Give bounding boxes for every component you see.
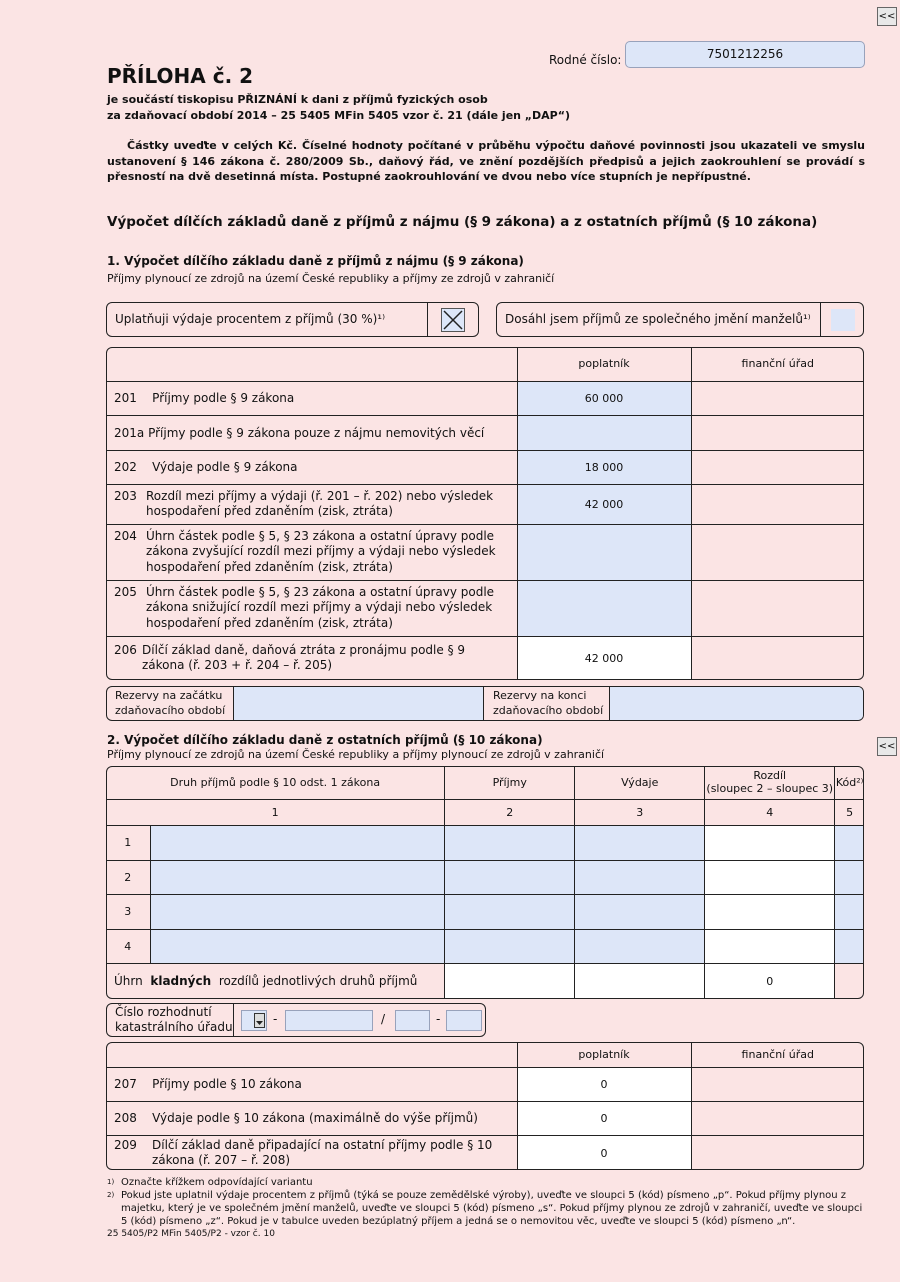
chevron-down-icon[interactable]: [254, 1013, 265, 1028]
row-207-payer: 0: [517, 1067, 691, 1101]
row-201a-office: [691, 415, 864, 450]
intro-text: Částky uveďte v celých Kč. Číselné hodnoty počítané v průběhu výpočtu daňové povinnosti jsou ukazateli ve smyslu ustanovení § 146 zákona č. 280/2009 Sb., daňový řád, ve znění pozdějších předpisů a jejich zaokrouhlení se provádí s přesností na dvě desetinná místa. Postupné zaokrouhlování ve dvou nebo více stupních je nepřípustné.: [107, 139, 865, 183]
row-201-label: 201 Příjmy podle § 9 zákona: [106, 381, 517, 415]
percent-expenses-checkbox[interactable]: [441, 308, 465, 332]
col-num-3: 3: [575, 799, 705, 825]
row-2-difference: [705, 860, 835, 894]
row-1-difference: [705, 825, 835, 860]
row-1-income[interactable]: [445, 825, 575, 860]
option-percent-expenses: [106, 302, 479, 337]
row-203-office: [691, 484, 864, 524]
checkbox-cross-icon: [442, 309, 464, 331]
row-1-expenses[interactable]: [575, 825, 705, 860]
reserves-start-field[interactable]: [233, 687, 484, 721]
footnote-1: Označte křížkem odpovídající variantu: [121, 1177, 313, 1188]
form-code: 25 5405/P2 MFin 5405/P2 - vzor č. 10: [107, 1229, 275, 1239]
col-code: Kód²⁾: [835, 766, 864, 799]
row-202-label: 202 Výdaje podle § 9 zákona: [106, 450, 517, 484]
col-header-office: finanční úřad: [691, 347, 864, 381]
row-203-payer[interactable]: 42 000: [517, 484, 691, 524]
section1-table: [106, 347, 864, 680]
reserves-end-field[interactable]: [609, 687, 864, 721]
option-joint-label: Dosáhl jsem příjmů ze společného jmění manželů¹⁾: [505, 312, 811, 326]
title-subline-1: je součástí tiskopisu PŘIZNÁNÍ k dani z příjmů fyzických osob: [107, 93, 488, 106]
col-income-type: Druh příjmů podle § 10 odst. 1 zákona: [106, 766, 445, 799]
collapse-button-top[interactable]: <<: [877, 7, 897, 26]
separator-slash: /: [381, 1012, 386, 1026]
row-204-label: 204 Úhrn částek podle § 5, § 23 zákona a ostatní úpravy podle zákona zvyšující rozdíl mezi příjmy a výdaji nebo výsledek hospodaření před zdaněním (zisk, ztráta): [106, 524, 517, 580]
page-title: PŘÍLOHA č. 2: [107, 64, 254, 88]
row-204-payer[interactable]: [517, 524, 691, 580]
col-income: Příjmy: [445, 766, 575, 799]
row-number: 2: [106, 860, 150, 894]
row-204-office: [691, 524, 864, 580]
row-4-income[interactable]: [445, 929, 575, 963]
row-209-label: 209 Dílčí základ daně připadající na ostatní příjmy podle § 10 zákona (ř. 207 – ř. 208): [106, 1135, 517, 1170]
section2-summary-table: [106, 1042, 864, 1170]
row-206-office: [691, 636, 864, 680]
row-4-difference: [705, 929, 835, 963]
row-2-income[interactable]: [445, 860, 575, 894]
col-header-payer-2: poplatník: [517, 1042, 691, 1067]
reserves-box: [106, 686, 864, 721]
row-202-office: [691, 450, 864, 484]
row-205-office: [691, 580, 864, 636]
cadastral-year-field[interactable]: [395, 1010, 430, 1031]
row-2-type[interactable]: [150, 860, 445, 894]
row-201-payer[interactable]: 60 000: [517, 381, 691, 415]
reserves-end-label: Rezervy na konci zdaňovacího období: [493, 689, 604, 717]
col-num-2: 2: [445, 799, 575, 825]
row-201a-payer[interactable]: [517, 415, 691, 450]
main-heading: Výpočet dílčích základů daně z příjmů z nájmu (§ 9 zákona) a z ostatních příjmů (§ 10 zákona): [107, 214, 818, 230]
row-205-label: 205 Úhrn částek podle § 5, § 23 zákona a ostatní úpravy podle zákona snižující rozdíl mezi příjmy a výdaji nebo výsledek hospodaření před zdaněním (zisk, ztráta): [106, 580, 517, 636]
row-4-expenses[interactable]: [575, 929, 705, 963]
row-201-office: [691, 381, 864, 415]
row-3-difference: [705, 894, 835, 929]
col-num-4: 4: [705, 799, 835, 825]
cadastral-suffix-field[interactable]: [446, 1010, 482, 1031]
col-header-payer: poplatník: [517, 347, 691, 381]
row-4-type[interactable]: [150, 929, 445, 963]
sum-difference: 0: [705, 963, 835, 999]
birth-number-field[interactable]: 7501212256: [625, 41, 865, 68]
table-row: [106, 825, 864, 860]
sum-code: [835, 963, 864, 999]
row-3-expenses[interactable]: [575, 894, 705, 929]
col-header-office-2: finanční úřad: [691, 1042, 864, 1067]
row-2-code[interactable]: [835, 860, 864, 894]
sum-income: [445, 963, 575, 999]
table-row: [106, 894, 864, 929]
row-1-code[interactable]: [835, 825, 864, 860]
section1-heading: 1. Výpočet dílčího základu daně z příjmů z nájmu (§ 9 zákona): [107, 254, 524, 268]
separator-dash-1: -: [273, 1012, 278, 1026]
col-difference: Rozdíl (sloupec 2 – sloupec 3): [705, 766, 835, 799]
row-2-expenses[interactable]: [575, 860, 705, 894]
row-208-label: 208 Výdaje podle § 10 zákona (maximálně do výše příjmů): [106, 1101, 517, 1135]
section2-heading: 2. Výpočet dílčího základu daně z ostatních příjmů (§ 10 zákona): [107, 733, 543, 747]
option-percent-label: Uplatňuji výdaje procentem z příjmů (30 %)¹⁾: [115, 312, 386, 326]
reserves-start-label: Rezervy na začátku zdaňovacího období: [115, 689, 226, 717]
row-number: 1: [106, 825, 150, 860]
row-201a-label: 201a Příjmy podle § 9 zákona pouze z nájmu nemovitých věcí: [106, 415, 517, 450]
cadastral-number-field[interactable]: [285, 1010, 373, 1031]
row-203-label: 203 Rozdíl mezi příjmy a výdaji (ř. 201 – ř. 202) nebo výsledek hospodaření před zdaněním (zisk, ztráta): [106, 484, 517, 524]
table-row: [106, 860, 864, 894]
cadastral-office-select[interactable]: [241, 1010, 267, 1031]
table-row: [106, 929, 864, 963]
row-number: 3: [106, 894, 150, 929]
footnotes: 1) Označte křížkem odpovídající variantu 2) Pokud jste uplatnil výdaje procentem z příjmů (týká se pouze zemědělské výroby), uveďte ve sloupci 5 (kód) písmeno „p“. Pokud příjmy plynou z majetku, který je ve společném jmění manželů, uveďte ve sloupci 5 (kód) písmeno „s“. Pokud příjmy plynou ze zdrojů v zahraničí, uveďte ve sloupci 5 (kód) písmeno „z“. Pokud je v tabulce uveden bezúplatný příjem a jedná se o nemovitou věc, uveďte ve sloupci 5 (kód) písmeno „n“. 25 5405/P2 MFin 5405/P2 - vzor č. 10: [107, 1176, 865, 1241]
row-3-type[interactable]: [150, 894, 445, 929]
cadastral-decision-box: [106, 1003, 486, 1037]
title-subline-2: za zdaňovací období 2014 – 25 5405 MFin 5405 vzor č. 21 (dále jen „DAP“): [107, 109, 571, 122]
row-1-type[interactable]: [150, 825, 445, 860]
row-202-payer[interactable]: 18 000: [517, 450, 691, 484]
row-4-code[interactable]: [835, 929, 864, 963]
row-207-office: [691, 1067, 864, 1101]
row-3-income[interactable]: [445, 894, 575, 929]
row-number: 4: [106, 929, 150, 963]
row-3-code[interactable]: [835, 894, 864, 929]
row-209-office: [691, 1135, 864, 1170]
row-205-payer[interactable]: [517, 580, 691, 636]
sum-positive-label: Úhrn kladných rozdílů jednotlivých druhů příjmů: [106, 963, 445, 999]
section1-subheading: Příjmy plynoucí ze zdrojů na území České republiky a příjmy ze zdrojů v zahraničí: [107, 272, 555, 285]
col-num-5: 5: [835, 799, 864, 825]
sum-expenses: [575, 963, 705, 999]
col-expenses: Výdaje: [575, 766, 705, 799]
section2-subheading: Příjmy plynoucí ze zdrojů na území České republiky a příjmy plynoucí ze zdrojů v zahraničí: [107, 748, 605, 761]
separator-dash-2: -: [436, 1012, 441, 1026]
joint-property-checkbox[interactable]: [831, 309, 855, 331]
row-208-payer: 0: [517, 1101, 691, 1135]
row-207-label: 207 Příjmy podle § 10 zákona: [106, 1067, 517, 1101]
row-206-payer: 42 000: [517, 636, 691, 680]
collapse-button-mid[interactable]: <<: [877, 737, 897, 756]
col-num-1: 1: [106, 799, 445, 825]
row-206-label: 206 Dílčí základ daně, daňová ztráta z pronájmu podle § 9 zákona (ř. 203 + ř. 204 – ř. 205): [106, 636, 517, 680]
cadastral-decision-label: Číslo rozhodnutí katastrálního úřadu: [115, 1005, 233, 1034]
birth-number-label: Rodné číslo:: [549, 53, 622, 67]
row-209-payer: 0: [517, 1135, 691, 1170]
row-208-office: [691, 1101, 864, 1135]
section2-table: [106, 766, 864, 999]
option-joint-property: [496, 302, 864, 337]
footnote-2: Pokud jste uplatnil výdaje procentem z příjmů (týká se pouze zemědělské výroby), uveďte ve sloupci 5 (kód) písmeno „p“. Pokud příjmy plynou z majetku, který je ve společném jmění manželů, uveďte ve sloupci 5 (kód) písmeno „s“. Pokud příjmy plynou ze zdrojů v zahraničí, uveďte ve sloupci 5 (kód) písmeno „z“. Pokud je v tabulce uveden bezúplatný příjem a jedná se o nemovitou věc, uveďte ve sloupci 5 (kód) písmeno „n“.: [121, 1190, 863, 1227]
